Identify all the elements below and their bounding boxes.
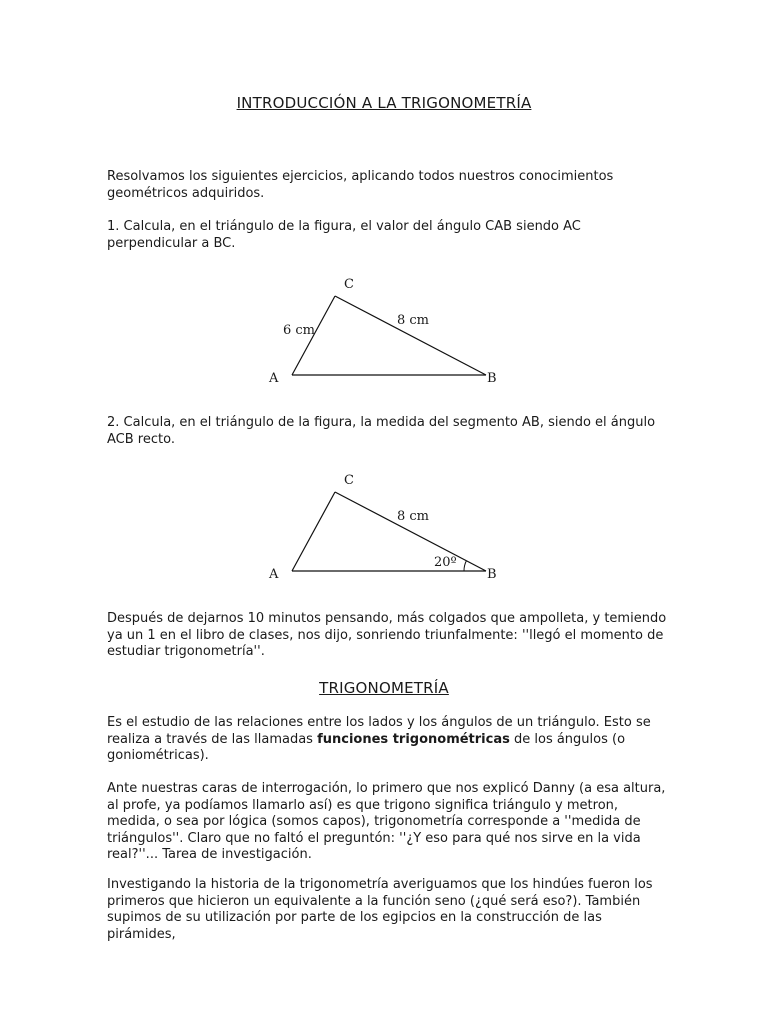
section-title: TRIGONOMETRÍA (319, 679, 449, 697)
exercise-2-text: 2. Calcula, en el triángulo de la figura, la medida del segmento AB, siendo el ángulo ACB recto. (107, 415, 656, 447)
triangle-figure-2 (0, 464, 768, 584)
definition-bold-term: funciones trigonométricas (317, 731, 510, 747)
side-cb-label: 8 cm (397, 313, 430, 328)
history-paragraph: Investigando la historia de la trigonometría averiguamos que los hindúes fueron los primeros que hicieron un equivalente a la función seno (¿qué será eso?). También supimos de su utilización por parte de los egipcios en la construcción de las pirámides, (107, 877, 653, 942)
side-cb-label: 8 cm (397, 509, 430, 524)
side-ac (292, 492, 335, 571)
definition-paragraph (107, 715, 667, 765)
vertex-c-label: C (344, 277, 354, 292)
side-ac-label: 6 cm (283, 323, 316, 338)
vertex-a-label: A (269, 567, 279, 582)
document-title: INTRODUCCIÓN A LA TRIGONOMETRÍA (236, 94, 532, 112)
definition-text-start: Es el estudio de las relaciones entre los lados y los ángulos de un triángulo. Esto se realiza a través de las llamadas (107, 715, 651, 747)
definition-text-end: de los ángulos (o goniométricas). (107, 731, 626, 763)
vertex-b-label: B (487, 371, 497, 386)
after-exercises-paragraph: Después de dejarnos 10 minutos pensando, más colgados que ampolleta, y temiendo ya un 1 en el libro de clases, nos dijo, sonriendo triunfalmente: ''llegó el momento de estudiar trigonometría''. (107, 611, 667, 659)
explanation-paragraph: Ante nuestras caras de interrogación, lo primero que nos explicó Danny (a esa altura, al profe, ya podíamos llamarlo así) es que trigono significa triángulo y metron, medida, o sea por lógica (somos capos), trigonometría corresponde a ''medida de triángulos''. Claro que no faltó el preguntón: ''¿Y eso para qué nos sirve en la vida real?''... Tarea de investigación. (107, 781, 666, 862)
intro-paragraph: Resolvamos los siguientes ejercicios, aplicando todos nuestros conocimientos geométricos adquiridos. (107, 169, 614, 201)
vertex-a-label: A (269, 371, 279, 386)
exercise-1-text: 1. Calcula, en el triángulo de la figura, el valor del ángulo CAB siendo AC perpendicular a BC. (107, 219, 581, 251)
triangle-figure-1 (0, 268, 768, 388)
side-cb (335, 296, 486, 375)
side-cb (335, 492, 486, 571)
angle-b-label: 20º (434, 555, 457, 570)
vertex-c-label: C (344, 473, 354, 488)
angle-b-arc (464, 561, 467, 572)
vertex-b-label: B (487, 567, 497, 582)
